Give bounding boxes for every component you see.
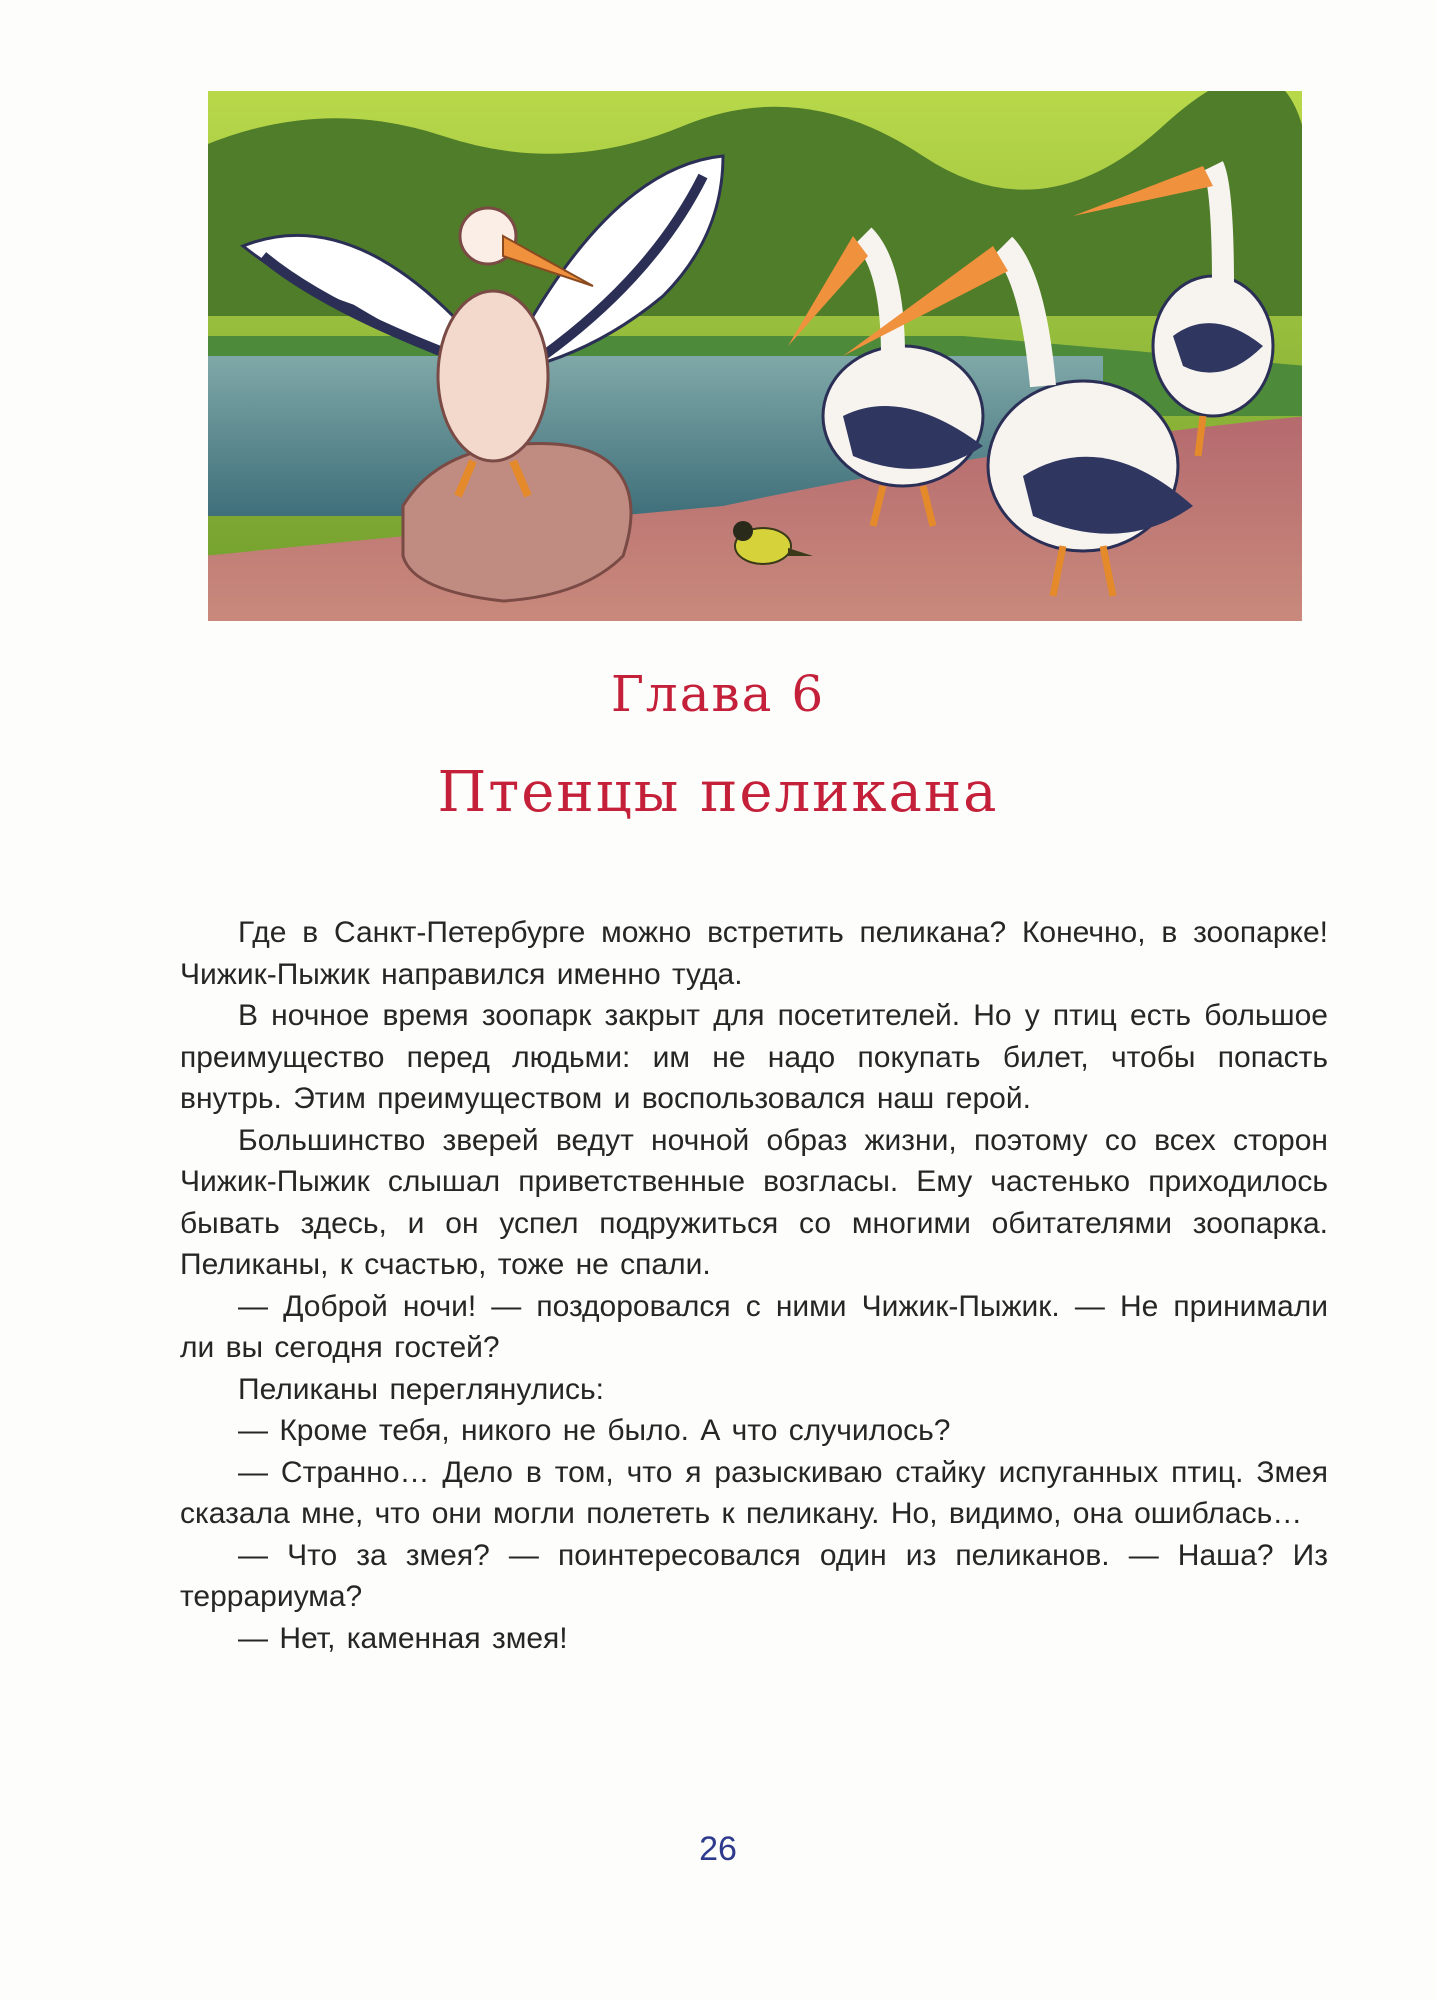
paragraph: — Доброй ночи! — поздоровался с ними Чижик-Пыжик. — Не принимали ли вы сегодня гостей? <box>180 1289 1328 1364</box>
paragraph: — Кроме тебя, никого не было. А что случилось? <box>238 1414 951 1447</box>
paragraph: — Нет, каменная змея! <box>238 1621 568 1655</box>
paragraph: — Что за змея? — поинтересовался один из пеликанов. — Наша? Из террариума? <box>180 1538 1328 1613</box>
story-text <box>180 912 1328 1659</box>
page-number: 26 <box>699 1830 737 1868</box>
chapter-title: Птенцы пеликана <box>437 760 999 825</box>
paragraph: В ночное время зоопарк закрыт для посетителей. Но у птиц есть большое преимущество перед людьми: им не надо покупать билет, чтобы попасть внутрь. Этим преимуществом и воспользовался наш герой. <box>180 999 1328 1115</box>
chapter-number: Глава 6 <box>610 665 826 723</box>
chapter-illustration <box>203 86 1307 626</box>
paragraph: Где в Санкт-Петербурге можно встретить пеликана? Конечно, в зоопарке! Чижик-Пыжик направился именно туда. <box>180 916 1328 991</box>
paragraph: — Странно… Дело в том, что я разыскиваю стайку испуганных птиц. Змея сказала мне, что они могли полететь к пеликану. Но, видимо, она ошиблась… <box>180 1455 1328 1530</box>
paragraph: Большинство зверей ведут ночной образ жизни, поэтому со всех сторон Чижик-Пыжик слышал приветственные возгласы. Ему частенько приходилось бывать здесь, и он успел подружиться со многими обитателями зоопарка. Пеликаны, к счастью, тоже не спали. <box>180 1123 1328 1281</box>
paragraph: Пеликаны переглянулись: <box>238 1372 604 1406</box>
